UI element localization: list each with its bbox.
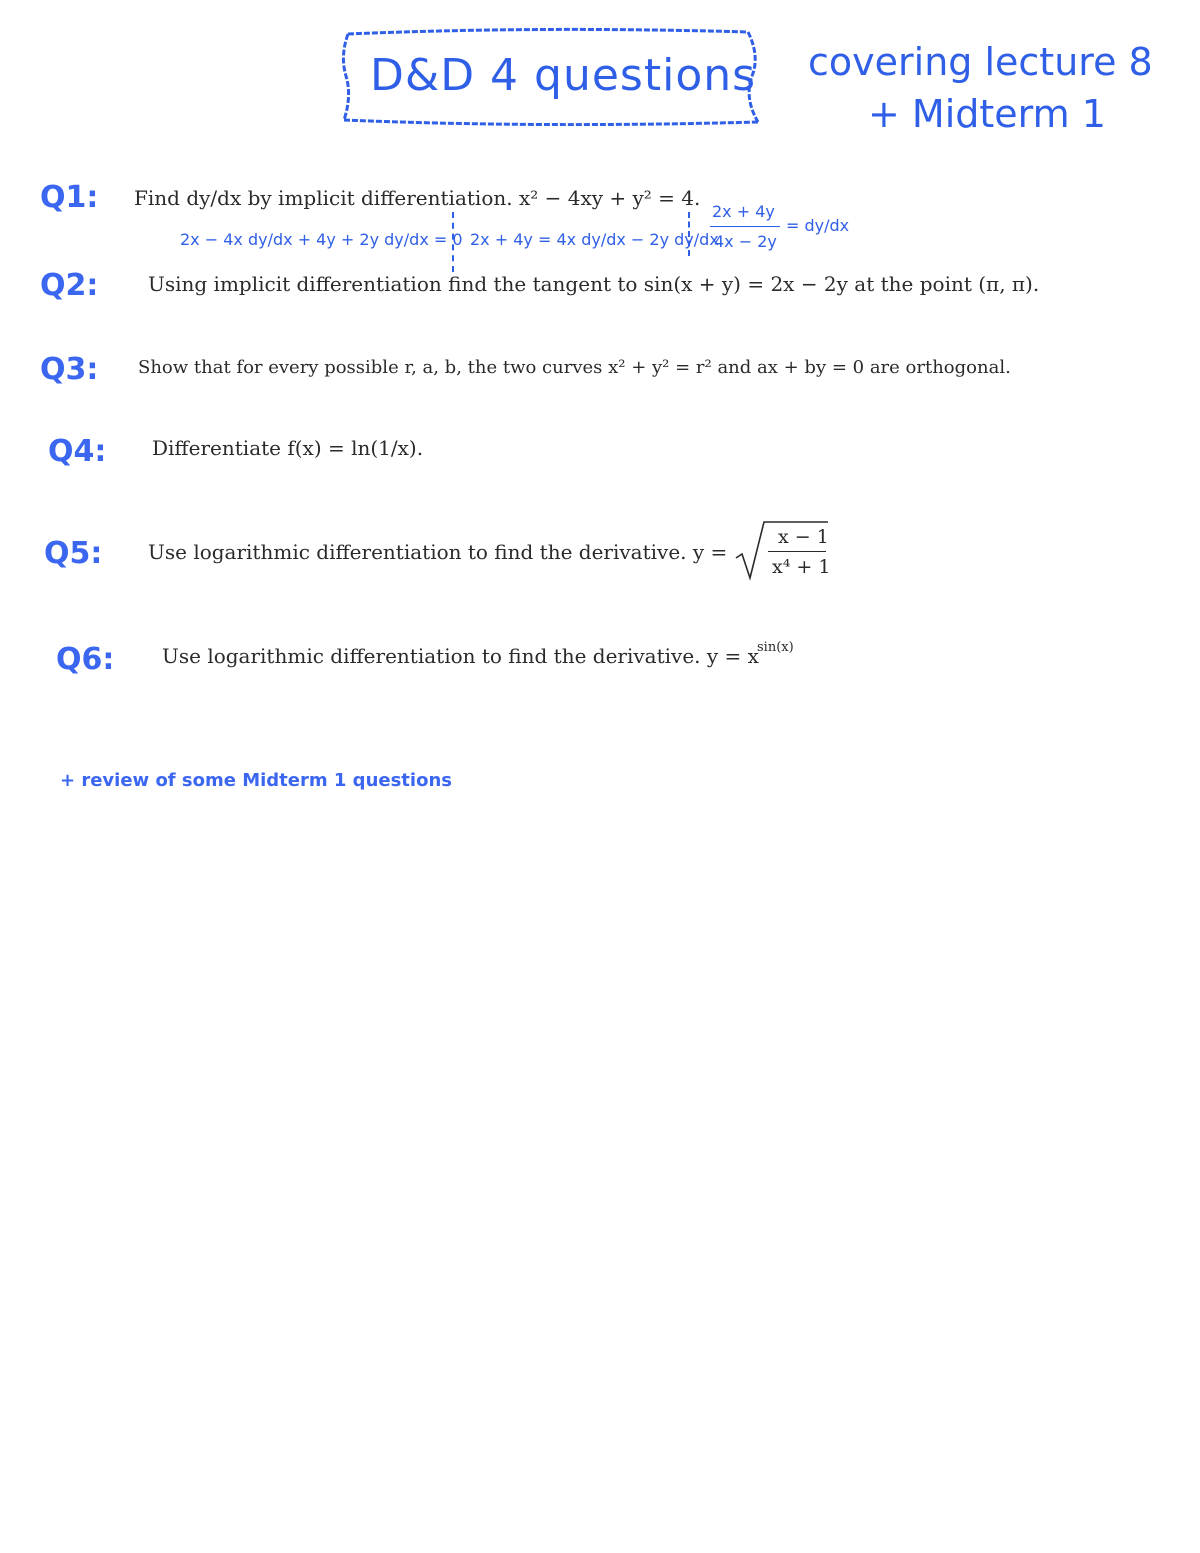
- q5-numerator: x − 1: [778, 526, 829, 548]
- question-text-5: Use logarithmic differentiation to find the derivative. y =: [148, 540, 728, 564]
- question-text-2: Using implicit differentiation find the tangent to sin(x + y) = 2x − 2y at the point (π, π).: [148, 272, 1040, 296]
- question-label-2: Q2:: [40, 268, 99, 303]
- question-label-6: Q6:: [56, 642, 115, 677]
- q1-result-denominator: 4x − 2y: [714, 232, 777, 251]
- question-label-3: Q3:: [40, 352, 99, 387]
- q1-result-rhs: = dy/dx: [786, 216, 850, 235]
- review-note: + review of some Midterm 1 questions: [60, 770, 452, 791]
- q1-result-bar: [710, 226, 780, 227]
- covering-note: covering lecture 8: [808, 40, 1153, 84]
- q5-denominator: x⁴ + 1: [772, 556, 831, 578]
- q5-sqrt-fraction: [734, 518, 830, 582]
- question-label-1: Q1:: [40, 180, 99, 215]
- page-title: D&D 4 questions: [370, 50, 757, 101]
- q1-work-step1: 2x − 4x dy/dx + 4y + 2y dy/dx = 0: [180, 230, 463, 249]
- question-text-3: Show that for every possible r, a, b, the two curves x² + y² = r² and ax + by = 0 are orthogonal.: [138, 357, 1011, 378]
- title-box: [338, 26, 766, 126]
- question-text-6: Use logarithmic differentiation to find the derivative. y = x: [162, 644, 759, 668]
- midterm-note: + Midterm 1: [868, 92, 1106, 136]
- q1-divider-left: [452, 212, 456, 272]
- q1-divider-right: [688, 212, 692, 256]
- question-text-1: Find dy/dx by implicit differentiation. x² − 4xy + y² = 4.: [134, 186, 701, 210]
- q5-fraction-bar: [768, 551, 826, 552]
- question-text-4: Differentiate f(x) = ln(1/x).: [152, 436, 424, 460]
- question-label-4: Q4:: [48, 434, 107, 469]
- q6-exponent: sin(x): [757, 640, 794, 655]
- q1-work-step2: 2x + 4y = 4x dy/dx − 2y dy/dx: [470, 230, 719, 249]
- q1-result-numerator: 2x + 4y: [712, 202, 775, 221]
- question-label-5: Q5:: [44, 536, 103, 571]
